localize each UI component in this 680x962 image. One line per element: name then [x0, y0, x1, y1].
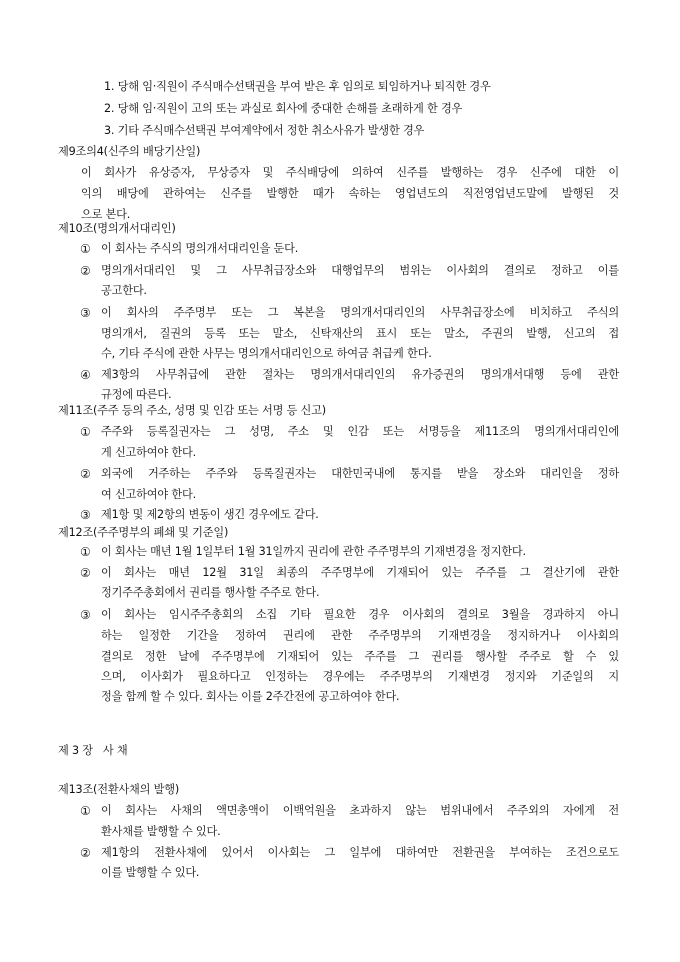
- article-10-item-2-line-1: 명의개서대리인 및 그 사무취급장소와 대행업무의 범위는 이사회의 결의로 정하고 이를: [101, 264, 619, 277]
- article-12-item-1-marker: ①: [80, 545, 91, 559]
- article-13-item-2-marker: ②: [80, 846, 91, 860]
- article-11-item-2-line-2: 여 신고하여야 한다.: [101, 488, 196, 501]
- article-11-item-2-line-1: 외국에 거주하는 주주와 등록질권자는 대한민국내에 통지를 받을 장소와 대리인을 정하: [101, 467, 619, 480]
- cancel-item-1: 1. 당해 임·직원이 주식매수선택권을 부여 받은 후 임의로 퇴임하거나 퇴직한 경우: [104, 80, 491, 93]
- article-10-item-1-line-1: 이 회사는 주식의 명의개서대리인을 둔다.: [101, 242, 299, 255]
- chapter-3-heading: 제 3 장 사 채: [58, 744, 128, 757]
- article-10-item-4-line-2: 규정에 따른다.: [101, 388, 172, 401]
- article-12-item-2-line-1: 이 회사는 매년 12월 31일 최종의 주주명부에 기재되어 있는 주주를 그 결산기에 관한: [101, 566, 619, 579]
- article-11-item-1-line-1: 주주와 등록질권자는 그 성명, 주소 및 인감 또는 서명등을 제11조의 명의개서대리인에: [101, 425, 619, 438]
- article-12-item-3-line-3: 결의로 정한 날에 주주명부에 기재되어 있는 주주를 그 권리를 행사할 주주로 할 수 있: [101, 650, 619, 663]
- article-12-item-3-line-1: 이 회사는 임시주주총회의 소집 기타 필요한 경우 이사회의 결의로 3월을 경과하지 아니: [101, 608, 619, 621]
- article-10-item-4-marker: ④: [80, 368, 91, 382]
- article-12-item-3-line-5: 정을 함께 할 수 있다. 회사는 이를 2주간전에 공고하여야 한다.: [101, 690, 400, 703]
- article-11-title: 제11조(주주 등의 주소, 성명 및 인감 또는 서명 등 신고): [58, 404, 326, 417]
- article-10-item-2-marker: ②: [80, 264, 91, 278]
- article-10-item-3-line-3: 수, 기타 주식에 관한 사무는 명의개서대리인으로 하여금 취급케 한다.: [101, 347, 432, 360]
- article-13-item-2-line-2: 이를 발행할 수 있다.: [101, 866, 200, 879]
- article-12-item-3-line-2: 하는 일정한 기간을 정하여 권리에 관한 주주명부의 기재변경을 정지하거나 이사회의: [101, 629, 619, 642]
- article-12-item-2-line-2: 정기주주총회에서 권리를 행사할 주주로 한다.: [101, 586, 320, 599]
- article-13-title: 제13조(전환사채의 발행): [58, 783, 179, 796]
- article-13-item-1-line-1: 이 회사는 사채의 액면총액이 이백억원을 초과하지 않는 범위내에서 주주외의 자에게 전: [101, 804, 619, 817]
- article-9-4-line-3: 으로 본다.: [81, 208, 131, 221]
- article-10-item-2-line-2: 공고한다.: [101, 284, 147, 297]
- article-11-item-3-marker: ③: [80, 508, 91, 522]
- article-11-item-1-line-2: 게 신고하여야 한다.: [101, 446, 196, 459]
- cancel-item-3: 3. 기타 주식매수선택권 부여계약에서 정한 취소사유가 발생한 경우: [104, 124, 425, 137]
- cancel-item-2: 2. 당해 임·직원이 고의 또는 과실로 회사에 중대한 손해를 초래하게 한 경우: [104, 102, 463, 115]
- article-12-item-3-marker: ③: [80, 608, 91, 622]
- article-11-item-1-marker: ①: [80, 425, 91, 439]
- article-10-item-3-line-1: 이 회사의 주주명부 또는 그 복본을 명의개서대리인의 사무취급장소에 비치하고 주식의: [101, 306, 619, 319]
- article-11-item-3-line-1: 제1항 및 제2항의 변동이 생긴 경우에도 같다.: [101, 508, 319, 521]
- article-9-4-line-2: 익의 배당에 관하여는 신주를 발행한 때가 속하는 영업년도의 직전영업년도말에 발행된 것: [81, 187, 619, 200]
- article-10-item-3-line-2: 명의개서, 질권의 등록 또는 말소, 신탁재산의 표시 또는 말소, 주권의 발행, 신고의 접: [101, 327, 619, 340]
- article-12-item-3-line-4: 으며, 이사회가 필요하다고 인정하는 경우에는 주주명부의 기재변경 정지와 기준일의 지: [101, 670, 619, 683]
- article-12-item-2-marker: ②: [80, 566, 91, 580]
- article-9-4-title: 제9조의4(신주의 배당기산일): [58, 145, 201, 158]
- article-10-item-1-marker: ①: [80, 242, 91, 256]
- article-10-item-3-marker: ③: [80, 306, 91, 320]
- article-12-item-1-line-1: 이 회사는 매년 1월 1일부터 1월 31일까지 권리에 관한 주주명부의 기재변경을 정지한다.: [101, 545, 526, 558]
- article-12-title: 제12조(주주명부의 폐쇄 및 기준일): [58, 526, 229, 539]
- article-13-item-2-line-1: 제1항의 전환사채에 있어서 이사회는 그 일부에 대하여만 전환권을 부여하는 조건으로도: [101, 846, 619, 859]
- article-13-item-1-line-2: 환사채를 발행할 수 있다.: [101, 825, 221, 838]
- article-10-title: 제10조(명의개서대리인): [58, 222, 176, 235]
- article-9-4-line-1: 이 회사가 유상증자, 무상증자 및 주식배당에 의하여 신주를 발행하는 경우 신주에 대한 이: [81, 166, 619, 179]
- article-13-item-1-marker: ①: [80, 804, 91, 818]
- article-11-item-2-marker: ②: [80, 467, 91, 481]
- article-10-item-4-line-1: 제3항의 사무취급에 관한 절차는 명의개서대리인의 유가증권의 명의개서대행 등에 관한: [101, 368, 619, 381]
